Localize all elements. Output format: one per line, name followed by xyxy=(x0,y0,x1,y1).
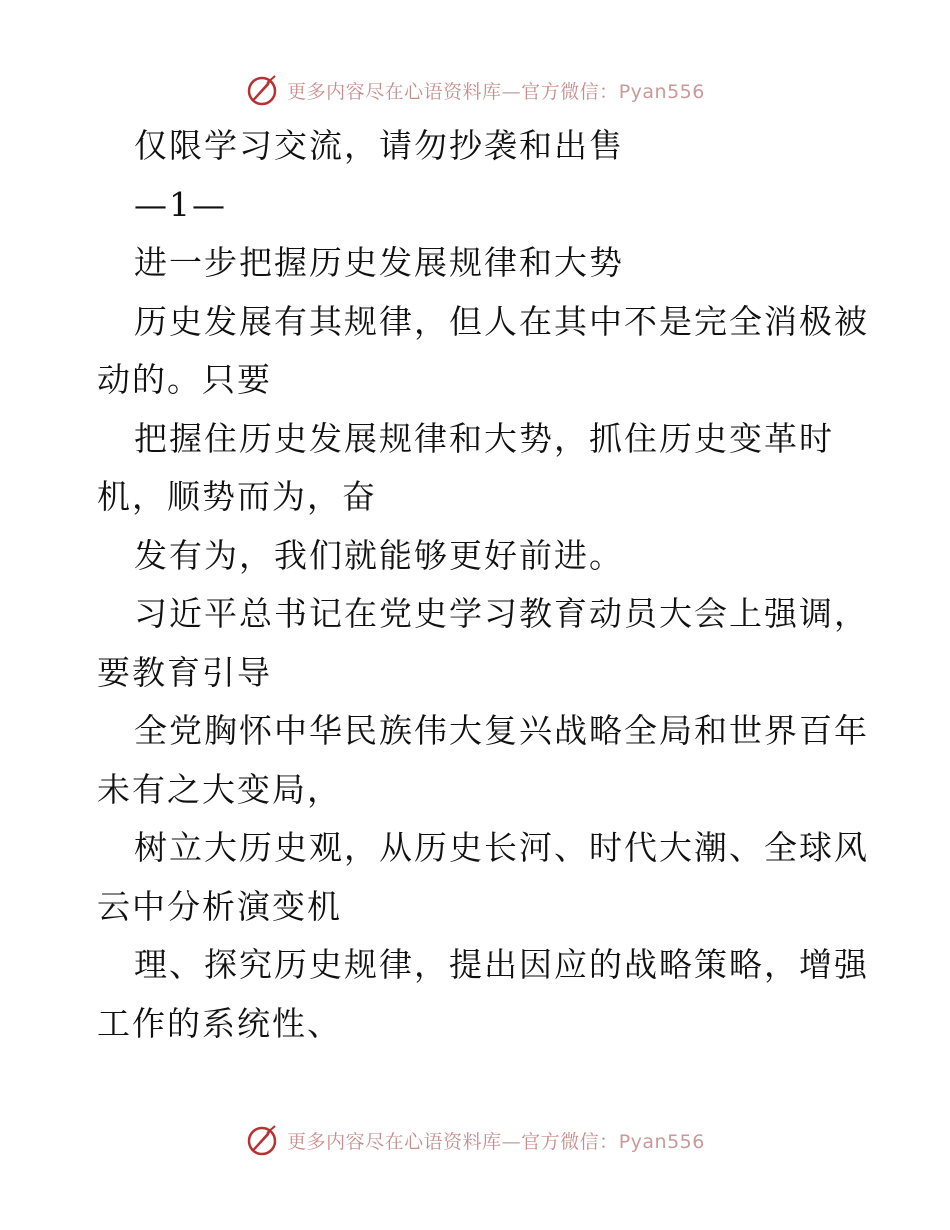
footer-wechat-label: 官方微信： xyxy=(521,1130,619,1153)
text-line: 全党胸怀中华民族伟大复兴战略全局和世界百年 xyxy=(134,711,869,750)
text-line: —1— xyxy=(134,184,227,224)
header-wechat-label: 官方微信： xyxy=(521,80,619,103)
header-wechat-id: Pyan556 xyxy=(618,80,705,103)
footer-wechat-id: Pyan556 xyxy=(618,1130,705,1153)
footer-banner xyxy=(0,1120,950,1160)
quill-pen-logo-icon xyxy=(245,1123,279,1157)
quill-pen-logo-icon xyxy=(245,73,279,107)
header-banner xyxy=(0,70,950,110)
text-line: 机，顺势而为，奋 xyxy=(97,477,377,516)
text-line: 树立大历史观，从历史长河、时代大潮、全球风 xyxy=(134,828,869,867)
footer-banner-text xyxy=(287,1127,705,1154)
text-line: 仅限学习交流，请勿抄袭和出售 xyxy=(134,126,624,165)
footer-separator: — xyxy=(501,1130,522,1153)
text-line: 发有为，我们就能够更好前进。 xyxy=(134,535,624,575)
text-line: 历史发展有其规律，但人在其中不是完全消极被 xyxy=(134,301,869,341)
text-line: 工作的系统性、 xyxy=(97,1003,342,1043)
text-line: 习近平总书记在党史学习教育动员大会上强调， xyxy=(134,594,869,633)
text-line: 把握住历史发展规律和大势，抓住历史变革时 xyxy=(134,418,834,458)
text-line: 理、探究历史规律，提出因应的战略策略，增强 xyxy=(134,945,869,984)
header-separator: — xyxy=(501,80,522,103)
header-site-text: 更多内容尽在心语资料库 xyxy=(287,80,502,103)
text-line: 云中分析演变机 xyxy=(97,886,342,926)
text-line: 要教育引导 xyxy=(97,652,272,692)
header-banner-text xyxy=(287,77,705,104)
text-line: 未有之大变局， xyxy=(97,769,342,809)
document-body xyxy=(97,117,869,1053)
text-line: 进一步把握历史发展规律和大势 xyxy=(134,243,624,282)
text-line: 动的。只要 xyxy=(97,360,272,399)
footer-site-text: 更多内容尽在心语资料库 xyxy=(287,1130,502,1153)
